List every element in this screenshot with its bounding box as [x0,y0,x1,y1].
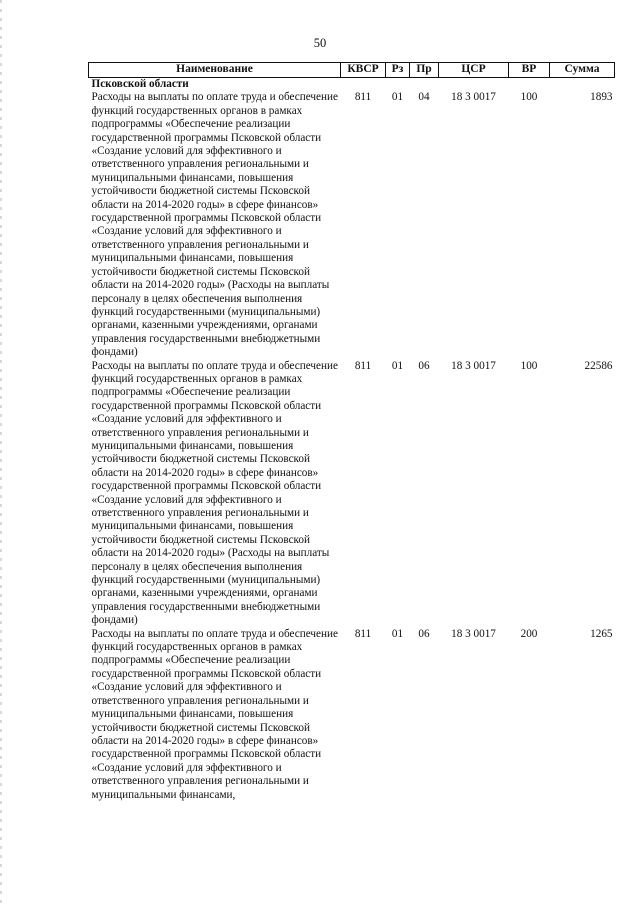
row-name: Расходы на выплаты по оплате труда и обеспечение функций государственных органов в рамках подпрограммы «Обеспечение реализации государственной программы Псковской области «Создание условий для эффективного и ответственного управления региональными и муниципальными финансами, повышения устойчивости бюджетной системы Псковской области на 2014-2020 годы» в сфере финансов» государственной программы Псковской области «Создание условий для эффективного и ответственного управления региональными и муниципальными финансами, [91,627,338,801]
header-vr: ВР [509,63,550,78]
row-csr: 18 3 0017 [451,91,496,104]
table-row [89,628,615,802]
row-sum: 1893 [590,91,613,104]
row-rz: 01 [391,627,404,640]
row-vr: 100 [520,359,538,372]
row-vr: 200 [520,627,538,640]
row-vr: 100 [520,91,538,104]
row-kvsr: 811 [354,359,372,372]
section-title: Псковской области [91,78,189,90]
table-row [89,91,615,359]
section-row [89,78,615,92]
header-pr: Пр [410,63,439,78]
table-body [89,78,615,802]
row-rz: 01 [391,91,404,104]
header-kvsr: КВСР [341,63,386,78]
header-rz: Рз [386,63,410,78]
row-csr: 18 3 0017 [451,627,496,640]
row-pr: 04 [418,91,430,104]
row-csr: 18 3 0017 [451,359,496,372]
header-name: Наименование [89,63,341,78]
header-csr: ЦСР [439,63,509,78]
header-sum: Сумма [550,63,615,78]
row-name: Расходы на выплаты по оплате труда и обеспечение функций государственных органов в рамках подпрограммы «Обеспечение реализации государственной программы Псковской области «Создание условий для эффективного и ответственного управления региональными и муниципальными финансами, повышения устойчивости бюджетной системы Псковской области на 2014-2020 годы» в сфере финансов» государственной программы Псковской области «Создание условий для эффективного и ответственного управления региональными и муниципальными финансами, повышения устойчивости бюджетной системы Псковской области на 2014-2020 годы» (Расходы на выплаты персоналу в целях обеспечения выполнения функций государственными (муниципальными) органами, казенными учреждениями, органами управления государственными внебюджетными фондами) [91,91,338,359]
budget-table [88,62,615,802]
row-sum: 1265 [590,627,613,640]
scan-edge [0,0,2,905]
header-row [89,63,615,78]
row-kvsr: 811 [354,627,372,640]
table-header [89,63,615,78]
row-rz: 01 [391,359,404,372]
row-kvsr: 811 [354,91,372,104]
page-number: 50 [313,36,327,50]
row-name: Расходы на выплаты по оплате труда и обеспечение функций государственных органов в рамках подпрограммы «Обеспечение реализации государственной программы Псковской области «Создание условий для эффективного и ответственного управления региональными и муниципальными финансами, повышения устойчивости бюджетной системы Псковской области на 2014-2020 годы» в сфере финансов» государственной программы Псковской области «Создание условий для эффективного и ответственного управления региональными и муниципальными финансами, повышения устойчивости бюджетной системы Псковской области на 2014-2020 годы» (Расходы на выплаты персоналу в целях обеспечения выполнения функций государственными (муниципальными) органами, казенными учреждениями, органами управления государственными внебюджетными фондами) [91,359,338,627]
row-sum: 22586 [584,359,613,372]
table-row [89,360,615,628]
row-pr: 06 [418,627,430,640]
row-pr: 06 [418,359,430,372]
